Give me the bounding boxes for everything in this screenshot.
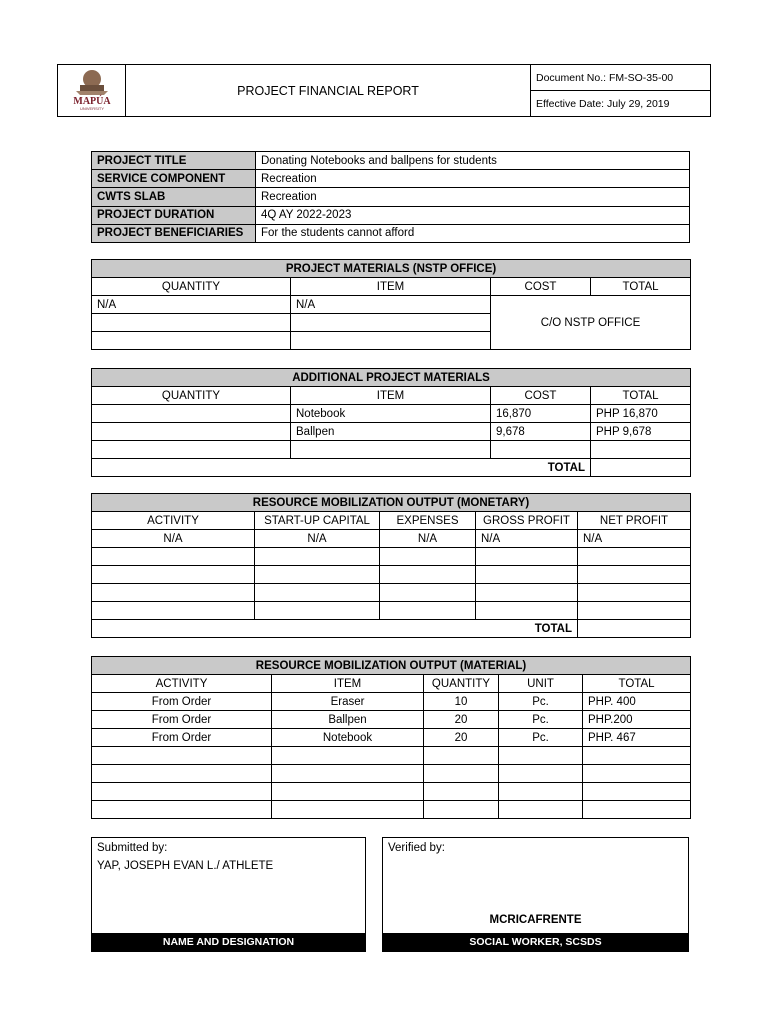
table-cell (272, 801, 424, 819)
table-cell (583, 801, 691, 819)
material-output-table (91, 656, 691, 819)
table-row (92, 801, 691, 819)
document-header (57, 64, 711, 117)
verifier-name: MCRICAFRENTE (489, 914, 582, 926)
table-row (92, 566, 691, 584)
table-cell: Pc. (499, 711, 583, 729)
table-cell: Notebook (291, 405, 491, 423)
table-cell (291, 441, 491, 459)
info-label: PROJECT BENEFICIARIES (92, 224, 256, 242)
table-cell: PHP.200 (583, 711, 691, 729)
table-cell (291, 332, 491, 350)
column-header-row (92, 387, 691, 405)
table-cell (424, 765, 499, 783)
column-header: ACTIVITY (92, 512, 255, 530)
column-header-row (92, 512, 691, 530)
table-cell (476, 602, 578, 620)
table-cell (92, 441, 291, 459)
table-cell: Pc. (499, 693, 583, 711)
info-row (92, 152, 690, 170)
table-cell (380, 548, 476, 566)
table-cell: PHP 16,870 (591, 405, 691, 423)
table-cell: PHP. 467 (583, 729, 691, 747)
university-seal-icon (62, 65, 122, 111)
column-header: TOTAL (583, 675, 691, 693)
table-cell: Ballpen (291, 423, 491, 441)
table-cell: PHP 9,678 (591, 423, 691, 441)
monetary-output-title: RESOURCE MOBILIZATION OUTPUT (MONETARY) (92, 494, 691, 512)
table-cell (92, 548, 255, 566)
table-row (92, 548, 691, 566)
info-row (92, 206, 690, 224)
table-cell (92, 602, 255, 620)
table-cell: 20 (424, 729, 499, 747)
table-cell (476, 548, 578, 566)
submitted-by-name: YAP, JOSEPH EVAN L./ ATHLETE (97, 860, 274, 872)
table-cell (424, 801, 499, 819)
table-cell (578, 566, 691, 584)
table-cell (92, 783, 272, 801)
table-cell (272, 783, 424, 801)
table-cell (583, 765, 691, 783)
table-cell (272, 747, 424, 765)
table-cell (476, 584, 578, 602)
nstp-materials-title: PROJECT MATERIALS (NSTP OFFICE) (92, 260, 691, 278)
column-header: QUANTITY (92, 387, 291, 405)
total-label: TOTAL (92, 620, 578, 638)
info-value: 4Q AY 2022-2023 (256, 206, 690, 224)
table-cell (499, 801, 583, 819)
total-value (591, 459, 691, 477)
column-header: TOTAL (591, 278, 691, 296)
info-row (92, 188, 690, 206)
column-header: NET PROFIT (578, 512, 691, 530)
table-cell (92, 423, 291, 441)
submitted-by-box (91, 837, 366, 952)
monetary-output-table (91, 493, 691, 638)
table-cell (499, 765, 583, 783)
table-cell: N/A (578, 530, 691, 548)
table-cell: Notebook (272, 729, 424, 747)
total-value (578, 620, 691, 638)
table-row (92, 783, 691, 801)
column-header: ACTIVITY (92, 675, 272, 693)
info-label: PROJECT TITLE (92, 152, 256, 170)
report-title: PROJECT FINANCIAL REPORT (126, 65, 531, 117)
column-header: START-UP CAPITAL (255, 512, 380, 530)
table-cell: Pc. (499, 729, 583, 747)
name-designation-bar: NAME AND DESIGNATION (92, 933, 365, 951)
table-row (92, 441, 691, 459)
info-value: For the students cannot afford (256, 224, 690, 242)
project-info-table (91, 151, 690, 243)
table-row (92, 693, 691, 711)
table-cell (578, 584, 691, 602)
table-cell: N/A (255, 530, 380, 548)
column-header: QUANTITY (424, 675, 499, 693)
table-cell (291, 314, 491, 332)
table-cell: From Order (92, 711, 272, 729)
table-cell (583, 747, 691, 765)
table-cell (476, 566, 578, 584)
table-cell: N/A (92, 296, 291, 314)
table-cell (92, 765, 272, 783)
verified-by-heading: Verified by: (388, 842, 445, 854)
column-header: UNIT (499, 675, 583, 693)
table-cell: N/A (380, 530, 476, 548)
table-cell (255, 584, 380, 602)
table-cell (92, 566, 255, 584)
table-row (92, 747, 691, 765)
table-cell (255, 548, 380, 566)
table-cell (424, 783, 499, 801)
table-cell (578, 602, 691, 620)
verifier-designation-bar: SOCIAL WORKER, SCSDS (383, 933, 688, 951)
table-cell (499, 783, 583, 801)
column-header: GROSS PROFIT (476, 512, 578, 530)
table-cell (380, 602, 476, 620)
column-header: EXPENSES (380, 512, 476, 530)
submitted-by-heading: Submitted by: (97, 842, 168, 854)
table-cell (424, 747, 499, 765)
table-cell: 10 (424, 693, 499, 711)
info-value: Recreation (256, 170, 690, 188)
column-header-row (92, 675, 691, 693)
column-header: ITEM (272, 675, 424, 693)
table-cell (380, 584, 476, 602)
table-cell (255, 602, 380, 620)
column-header: COST (491, 387, 591, 405)
table-row (92, 602, 691, 620)
nstp-office-note: C/O NSTP OFFICE (491, 296, 691, 350)
table-cell: N/A (291, 296, 491, 314)
material-output-title: RESOURCE MOBILIZATION OUTPUT (MATERIAL) (92, 657, 691, 675)
table-cell (255, 566, 380, 584)
university-logo (58, 65, 126, 117)
table-cell: 20 (424, 711, 499, 729)
nstp-materials-table (91, 259, 691, 350)
additional-materials-title: ADDITIONAL PROJECT MATERIALS (92, 369, 691, 387)
table-cell (591, 441, 691, 459)
table-cell (92, 332, 291, 350)
info-label: CWTS SLAB (92, 188, 256, 206)
info-row (92, 224, 690, 242)
table-cell (92, 584, 255, 602)
info-value: Donating Notebooks and ballpens for students (256, 152, 690, 170)
table-cell (92, 314, 291, 332)
verified-by-box (382, 837, 689, 952)
column-header: QUANTITY (92, 278, 291, 296)
additional-materials-table (91, 368, 691, 477)
table-row (92, 423, 691, 441)
table-cell: Eraser (272, 693, 424, 711)
effective-date: Effective Date: July 29, 2019 (531, 91, 711, 117)
table-row (92, 765, 691, 783)
table-cell: From Order (92, 693, 272, 711)
table-cell: N/A (476, 530, 578, 548)
table-cell (92, 747, 272, 765)
table-cell (92, 801, 272, 819)
table-row (92, 584, 691, 602)
table-cell (499, 747, 583, 765)
document-number: Document No.: FM-SO-35-00 (531, 65, 711, 91)
table-cell: PHP. 400 (583, 693, 691, 711)
logo-text: MAPÚA (72, 96, 111, 107)
table-cell (272, 765, 424, 783)
info-label: SERVICE COMPONENT (92, 170, 256, 188)
table-cell (491, 441, 591, 459)
total-label: TOTAL (92, 459, 591, 477)
column-header: TOTAL (591, 387, 691, 405)
logo-subtext: UNIVERSITY (79, 106, 104, 111)
info-row (92, 170, 690, 188)
table-cell: Ballpen (272, 711, 424, 729)
table-cell: 16,870 (491, 405, 591, 423)
column-header: ITEM (291, 278, 491, 296)
table-cell: 9,678 (491, 423, 591, 441)
column-header: COST (491, 278, 591, 296)
table-cell (380, 566, 476, 584)
table-cell (92, 405, 291, 423)
table-row (92, 711, 691, 729)
table-row (92, 729, 691, 747)
table-row (92, 530, 691, 548)
table-cell: N/A (92, 530, 255, 548)
info-value: Recreation (256, 188, 690, 206)
table-cell (578, 548, 691, 566)
column-header: ITEM (291, 387, 491, 405)
column-header-row (92, 278, 691, 296)
table-cell: From Order (92, 729, 272, 747)
info-label: PROJECT DURATION (92, 206, 256, 224)
table-cell (583, 783, 691, 801)
table-row (92, 405, 691, 423)
